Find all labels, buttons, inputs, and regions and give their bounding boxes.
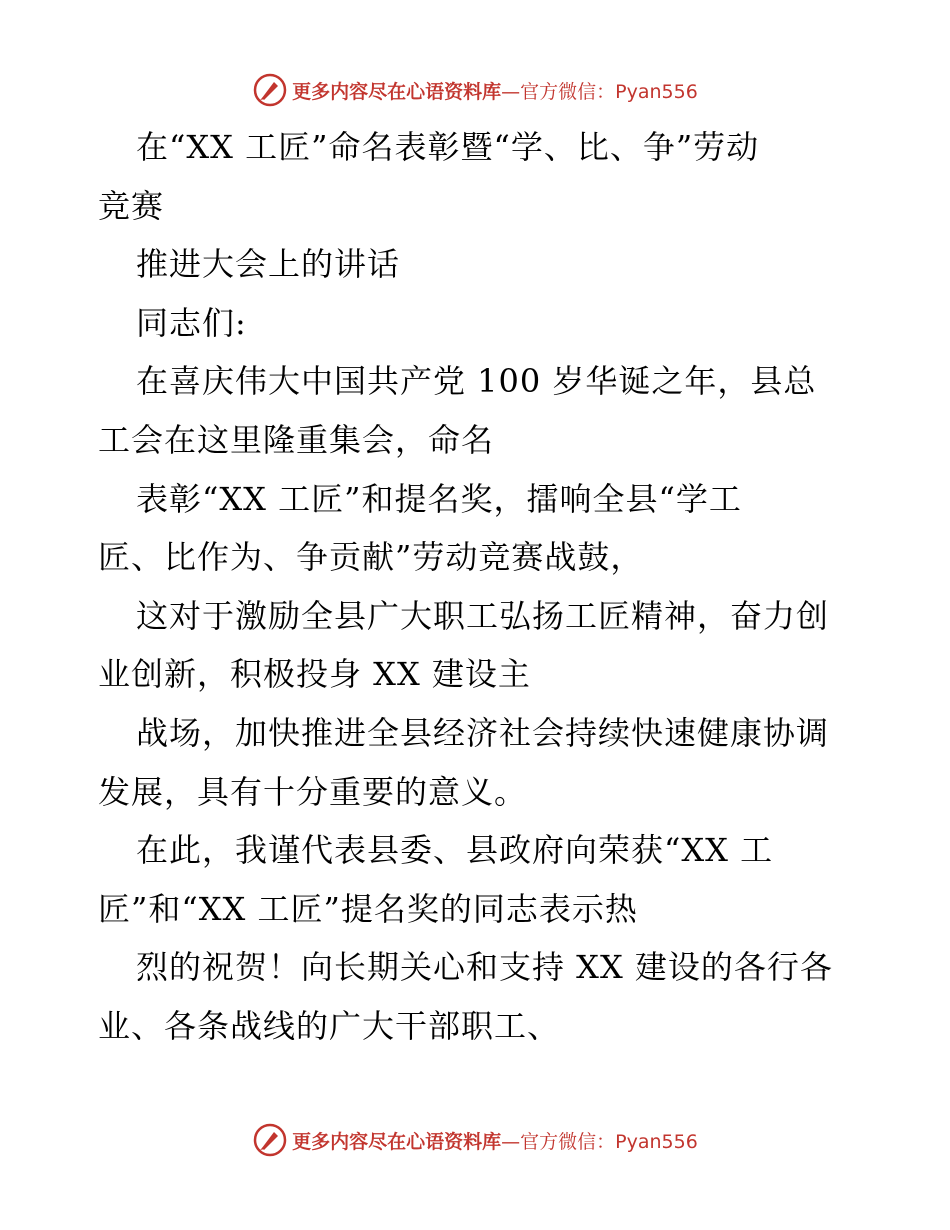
text-line: 同志们: xyxy=(136,303,247,342)
banner-wechat-text: 官方微信：Pyan556 xyxy=(520,80,698,103)
text-line: 表彰“XX 工匠”和提名奖，擂响全县“学工 xyxy=(136,479,742,518)
text-line: 战场，加快推进全县经济社会持续快速健康协调 xyxy=(136,713,830,752)
banner-main-text: 更多内容尽在心语资料库 xyxy=(292,80,502,103)
text-line: 业、各条战线的广大干部职工、 xyxy=(98,1006,561,1045)
text-line: 烈的祝贺！向长期关心和支持 XX 建设的各行各 xyxy=(136,948,833,987)
header-banner xyxy=(0,70,950,110)
text-line: 这对于激励全县广大职工弘扬工匠精神，奋力创 xyxy=(136,596,830,635)
text-line: 推进大会上的讲话 xyxy=(136,245,401,284)
pen-nib-logo-icon xyxy=(252,72,288,108)
banner-separator: — xyxy=(501,1130,521,1153)
banner-text xyxy=(292,77,698,104)
text-line: 在此，我谨代表县委、县政府向荣获“XX 工 xyxy=(136,831,774,870)
banner-main-text: 更多内容尽在心语资料库 xyxy=(292,1130,502,1153)
banner-separator: — xyxy=(501,80,521,103)
text-line: 工会在这里隆重集会，命名 xyxy=(98,420,495,459)
banner-wechat-text: 官方微信：Pyan556 xyxy=(520,1130,698,1153)
pen-nib-logo-icon xyxy=(252,1122,288,1158)
text-line: 在喜庆伟大中国共产党 100 岁华诞之年，县总 xyxy=(136,362,817,401)
text-line: 发展，具有十分重要的意义。 xyxy=(98,772,528,811)
text-line: 匠、比作为、争贡献”劳动竞赛战鼓， xyxy=(98,538,644,577)
text-line: 在“XX 工匠”命名表彰暨“学、比、争”劳动 xyxy=(136,128,760,166)
document-body xyxy=(98,118,858,1056)
text-line: 匠”和“XX 工匠”提名奖的同志表示热 xyxy=(98,889,638,928)
banner-text xyxy=(292,1127,698,1154)
footer-banner xyxy=(0,1120,950,1160)
text-line: 竞赛 xyxy=(98,186,165,225)
text-line: 业创新，积极投身 XX 建设主 xyxy=(98,655,531,694)
